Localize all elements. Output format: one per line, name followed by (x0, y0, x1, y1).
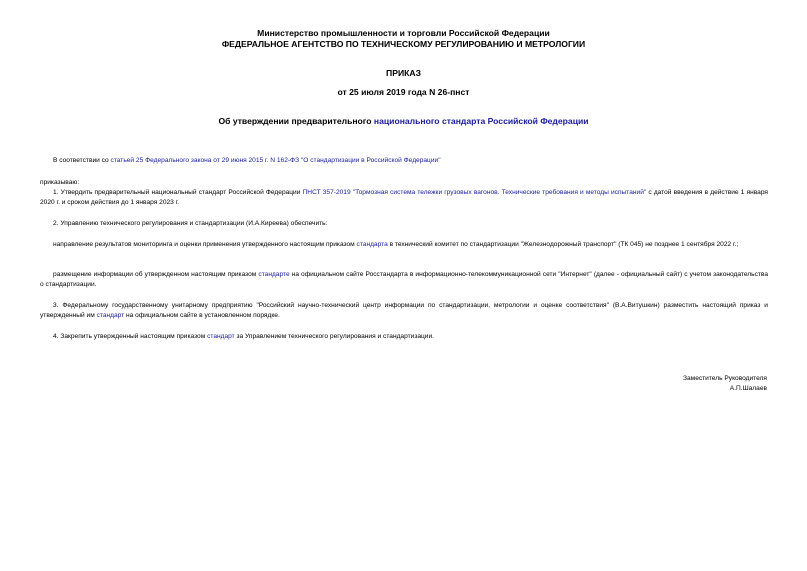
p1-suffix: с датой введения в действие 1 января 2020 г. и сроком действия до 1 января 2023 г. (40, 189, 768, 206)
agency-line: ФЕДЕРАЛЬНОЕ АГЕНТСТВО ПО ТЕХНИЧЕСКОМУ РЕГУЛИРОВАНИЮ И МЕТРОЛОГИИ (221, 39, 586, 49)
signature-position: Заместитель Руководителя (683, 375, 767, 382)
paragraph-2a (40, 240, 768, 250)
ministry-line: Министерство промышленности и торговли Российской Федерации (257, 28, 550, 38)
date-number: от 25 июля 2019 года N 26-пнст (337, 87, 470, 97)
intro-paragraph (40, 156, 768, 166)
p2b-suffix: на официальном сайте Росстандарта в информационно-телекоммуникационной сети "Интернет" (далее - официальный сайт) с учетом законодательства о стандартизации. (40, 271, 769, 288)
standard-link-4[interactable]: стандарт (207, 333, 235, 340)
p2a-suffix: в технический комитет по стандартизации "Железнодорожный транспорт" (ТК 045) не позднее 1 сентября 2022 г.; (387, 241, 739, 248)
doc-type: ПРИКАЗ (386, 68, 421, 78)
paragraph-4 (40, 332, 768, 342)
paragraph-1 (40, 188, 768, 208)
paragraph-2: 2. Управлению технического регулирования и стандартизации (И.А.Киреева) обеспечить: (53, 220, 328, 227)
law-title-link[interactable]: "О стандартизации в Российской Федерации" (300, 157, 441, 164)
p2a-prefix: направление результатов мониторинга и оценки применения утвержденного настоящим приказом (53, 241, 357, 248)
title-link[interactable]: национального стандарта Российской Федерации (373, 116, 589, 126)
p1-prefix: 1. Утвердить предварительный национальный стандарт Российской Федерации (53, 189, 303, 196)
standard-link-3[interactable]: стандарт (96, 312, 125, 319)
p2b-prefix: размещение информации об утвержденном настоящим приказом (53, 271, 259, 278)
intro-prefix: В соответствии со (53, 157, 111, 164)
pnst-link[interactable]: ПНСТ 357-2019 "Тормозная система тележки грузовых вагонов. Технические требования и методы испытаний" (302, 189, 647, 196)
doc-title (0, 116, 807, 127)
paragraph-2b (40, 270, 768, 290)
law-article-link[interactable]: статьей 25 Федерального закона от 29 июня 2015 г. N 162-ФЗ (110, 157, 300, 164)
p3-suffix: на официальном сайте в установленном порядке. (124, 312, 280, 319)
paragraph-3 (40, 301, 768, 321)
standard-link-1[interactable]: стандарта (356, 241, 388, 248)
order-word: приказываю: (40, 179, 80, 186)
p4-suffix: за Управлением технического регулирования и стандартизации. (234, 333, 434, 340)
p3-prefix: 3. Федеральному государственному унитарному предприятию "Российский научно-технический центр информации по стандартизации, метрологии и оценке соответствия" (В.А.Витушкин) разместить настоящий приказ и утвержденный им (40, 302, 768, 319)
standard-link-2[interactable]: стандарте (258, 271, 290, 278)
signature-name: А.П.Шалаев (729, 385, 767, 392)
p4-prefix: 4. Закрепить утвержденный настоящим приказом (53, 333, 208, 340)
title-prefix: Об утверждении предварительного (218, 116, 374, 126)
